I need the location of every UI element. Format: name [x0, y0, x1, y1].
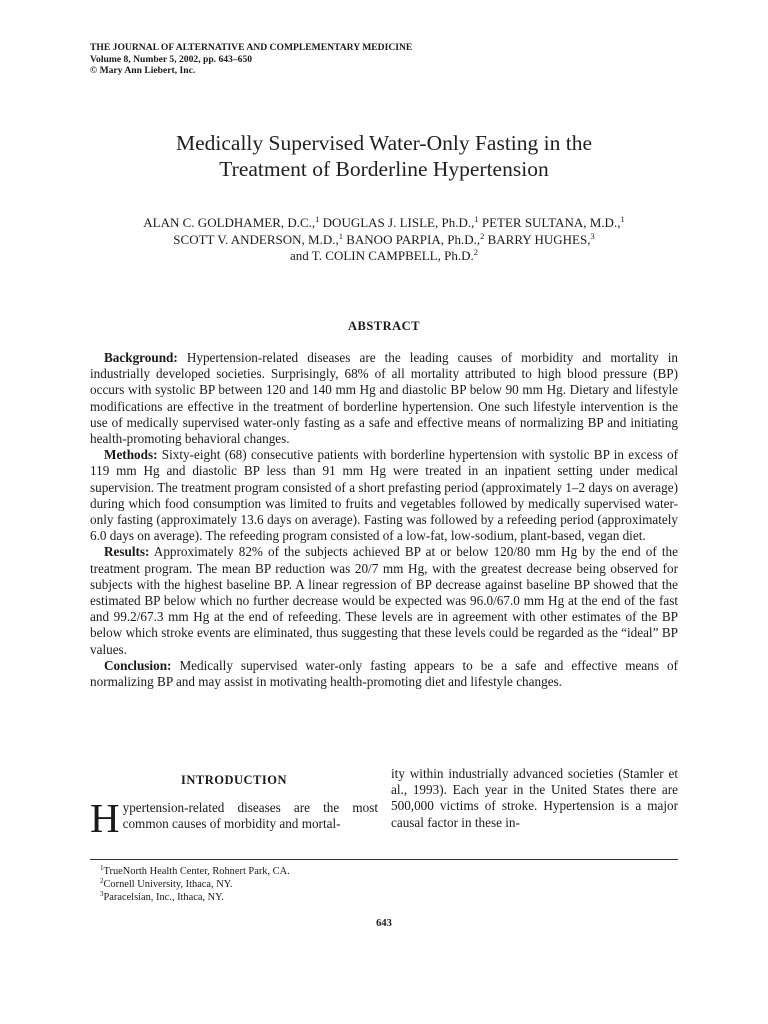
footnote-divider — [90, 859, 678, 860]
journal-volume: Volume 8, Number 5, 2002, pp. 643–650 — [90, 53, 253, 65]
footnote-text: Cornell University, Ithaca, NY. — [103, 879, 233, 890]
author-name: BANOO PARPIA, Ph.D., — [346, 231, 481, 247]
abstract-background — [90, 350, 678, 447]
author-line-2 — [0, 232, 768, 249]
page-number: 643 — [376, 918, 392, 929]
journal-name: THE JOURNAL OF ALTERNATIVE AND COMPLEMENTARY MEDICINE — [90, 42, 413, 53]
drop-cap: H — [90, 795, 120, 842]
abstract-body — [90, 350, 678, 690]
intro-left-body: ypertension-related diseases are the most common causes of morbidity and mortal- — [122, 800, 378, 832]
intro-right-column: ity within industrially advanced societies (Stamler et al., 1993). Each year in the United States there are 500,000 victims of stroke. Hypertension is a major causal factor in these in- — [391, 766, 678, 830]
journal-copyright: © Mary Ann Liebert, Inc. — [90, 65, 196, 77]
affiliation-marker: 2 — [473, 247, 478, 257]
affiliation-marker: 1 — [315, 214, 320, 224]
background-text: Hypertension-related diseases are the leading causes of morbidity and mortality in industrially developed societies. Surprisingly, 68% of all mortality attributed to high blood pressure (BP) occurs with systolic BP between 120 and 140 mm Hg and diastolic BP below 90 mm Hg. Dietary and lifestyle modifications are effective in the treatment of borderline hypertension. One such lifestyle intervention is the use of medically supervised water-only fasting as a safe and effective means of normalizing BP and initiating health-promoting behavioral changes. — [90, 350, 678, 447]
affiliation-marker: 1 — [620, 214, 625, 224]
footnote-1 — [100, 865, 290, 878]
abstract-methods — [90, 447, 678, 544]
article-title — [0, 130, 768, 182]
abstract-results — [90, 544, 678, 657]
author-line-1 — [0, 215, 768, 232]
title-line-1: Medically Supervised Water-Only Fasting in the — [175, 131, 593, 155]
author-name: SCOTT V. ANDERSON, M.D., — [173, 231, 339, 247]
footnote-2 — [100, 878, 290, 891]
author-list — [0, 215, 768, 265]
conclusion-text: Medically supervised water-only fasting appears to be a safe and effective means of normalizing BP and may assist in motivating health-promoting diet and lifestyle changes. — [90, 657, 678, 690]
footnote-3 — [100, 891, 290, 904]
author-name: PETER SULTANA, M.D., — [481, 215, 621, 230]
journal-header — [90, 42, 412, 77]
author-name: BARRY HUGHES, — [487, 231, 591, 247]
author-name: DOUGLAS J. LISLE, Ph.D., — [322, 215, 475, 230]
affiliation-marker: 3 — [590, 230, 595, 241]
results-text: Approximately 82% of the subjects achieved BP at or below 120/80 mm Hg by the end of the treatment program. The mean BP reduction was 20/7 mm Hg, with the greatest decrease being observed for subjects with the highest baseline BP. A linear regression of BP decrease against baseline BP showed that the estimated BP below which no further decrease would be expected was 96.0/67.0 mm Hg at the end of the fast and 99.2/67.3 mm Hg at the end of refeeding. These levels are in agreement with other estimates of the BP below which stroke events are eliminated, thus suggesting that these levels could be regarded as the “ideal” BP values. — [90, 544, 678, 657]
author-name: ALAN C. GOLDHAMER, D.C., — [143, 215, 316, 230]
introduction-heading: INTRODUCTION — [180, 773, 287, 787]
footnote-number: 1 — [100, 864, 104, 872]
intro-left-text — [90, 795, 378, 842]
footnote-text: Paracelsian, Inc., Ithaca, NY. — [103, 892, 224, 903]
abstract-heading: ABSTRACT — [347, 319, 421, 333]
footnotes — [100, 865, 290, 904]
footnote-number: 3 — [100, 890, 104, 898]
conclusion-label: Conclusion: — [104, 657, 172, 673]
author-line-3 — [0, 248, 768, 265]
footnote-text: TrueNorth Health Center, Rohnert Park, CA. — [103, 866, 290, 877]
methods-text: Sixty-eight (68) consecutive patients with borderline hypertension with systolic BP in excess of 119 mm Hg and diastolic BP less than 91 mm Hg were treated in an inpatient setting under medical supervision. The treatment program consisted of a short prefasting period (approximately 1–2 days on average) during which food consumption was limited to fruits and vegetables followed by medically supervised water-only fasting (approximately 13.6 days on average). Fasting was followed by a refeeding period (approximately 6.0 days on average). The refeeding program consisted of a low-fat, low-sodium, plant-based, vegan diet. — [90, 447, 678, 544]
author-name: and T. COLIN CAMPBELL, Ph.D. — [290, 248, 474, 263]
affiliation-marker: 1 — [474, 214, 479, 224]
abstract-conclusion — [90, 658, 678, 690]
intro-left-column — [90, 768, 378, 842]
results-label: Results: — [104, 544, 150, 560]
footnote-number: 2 — [100, 877, 104, 885]
background-label: Background: — [104, 350, 178, 365]
affiliation-marker: 1 — [338, 230, 343, 241]
title-line-2: Treatment of Borderline Hypertension — [219, 157, 549, 181]
methods-label: Methods: — [104, 447, 158, 463]
affiliation-marker: 2 — [480, 230, 485, 241]
